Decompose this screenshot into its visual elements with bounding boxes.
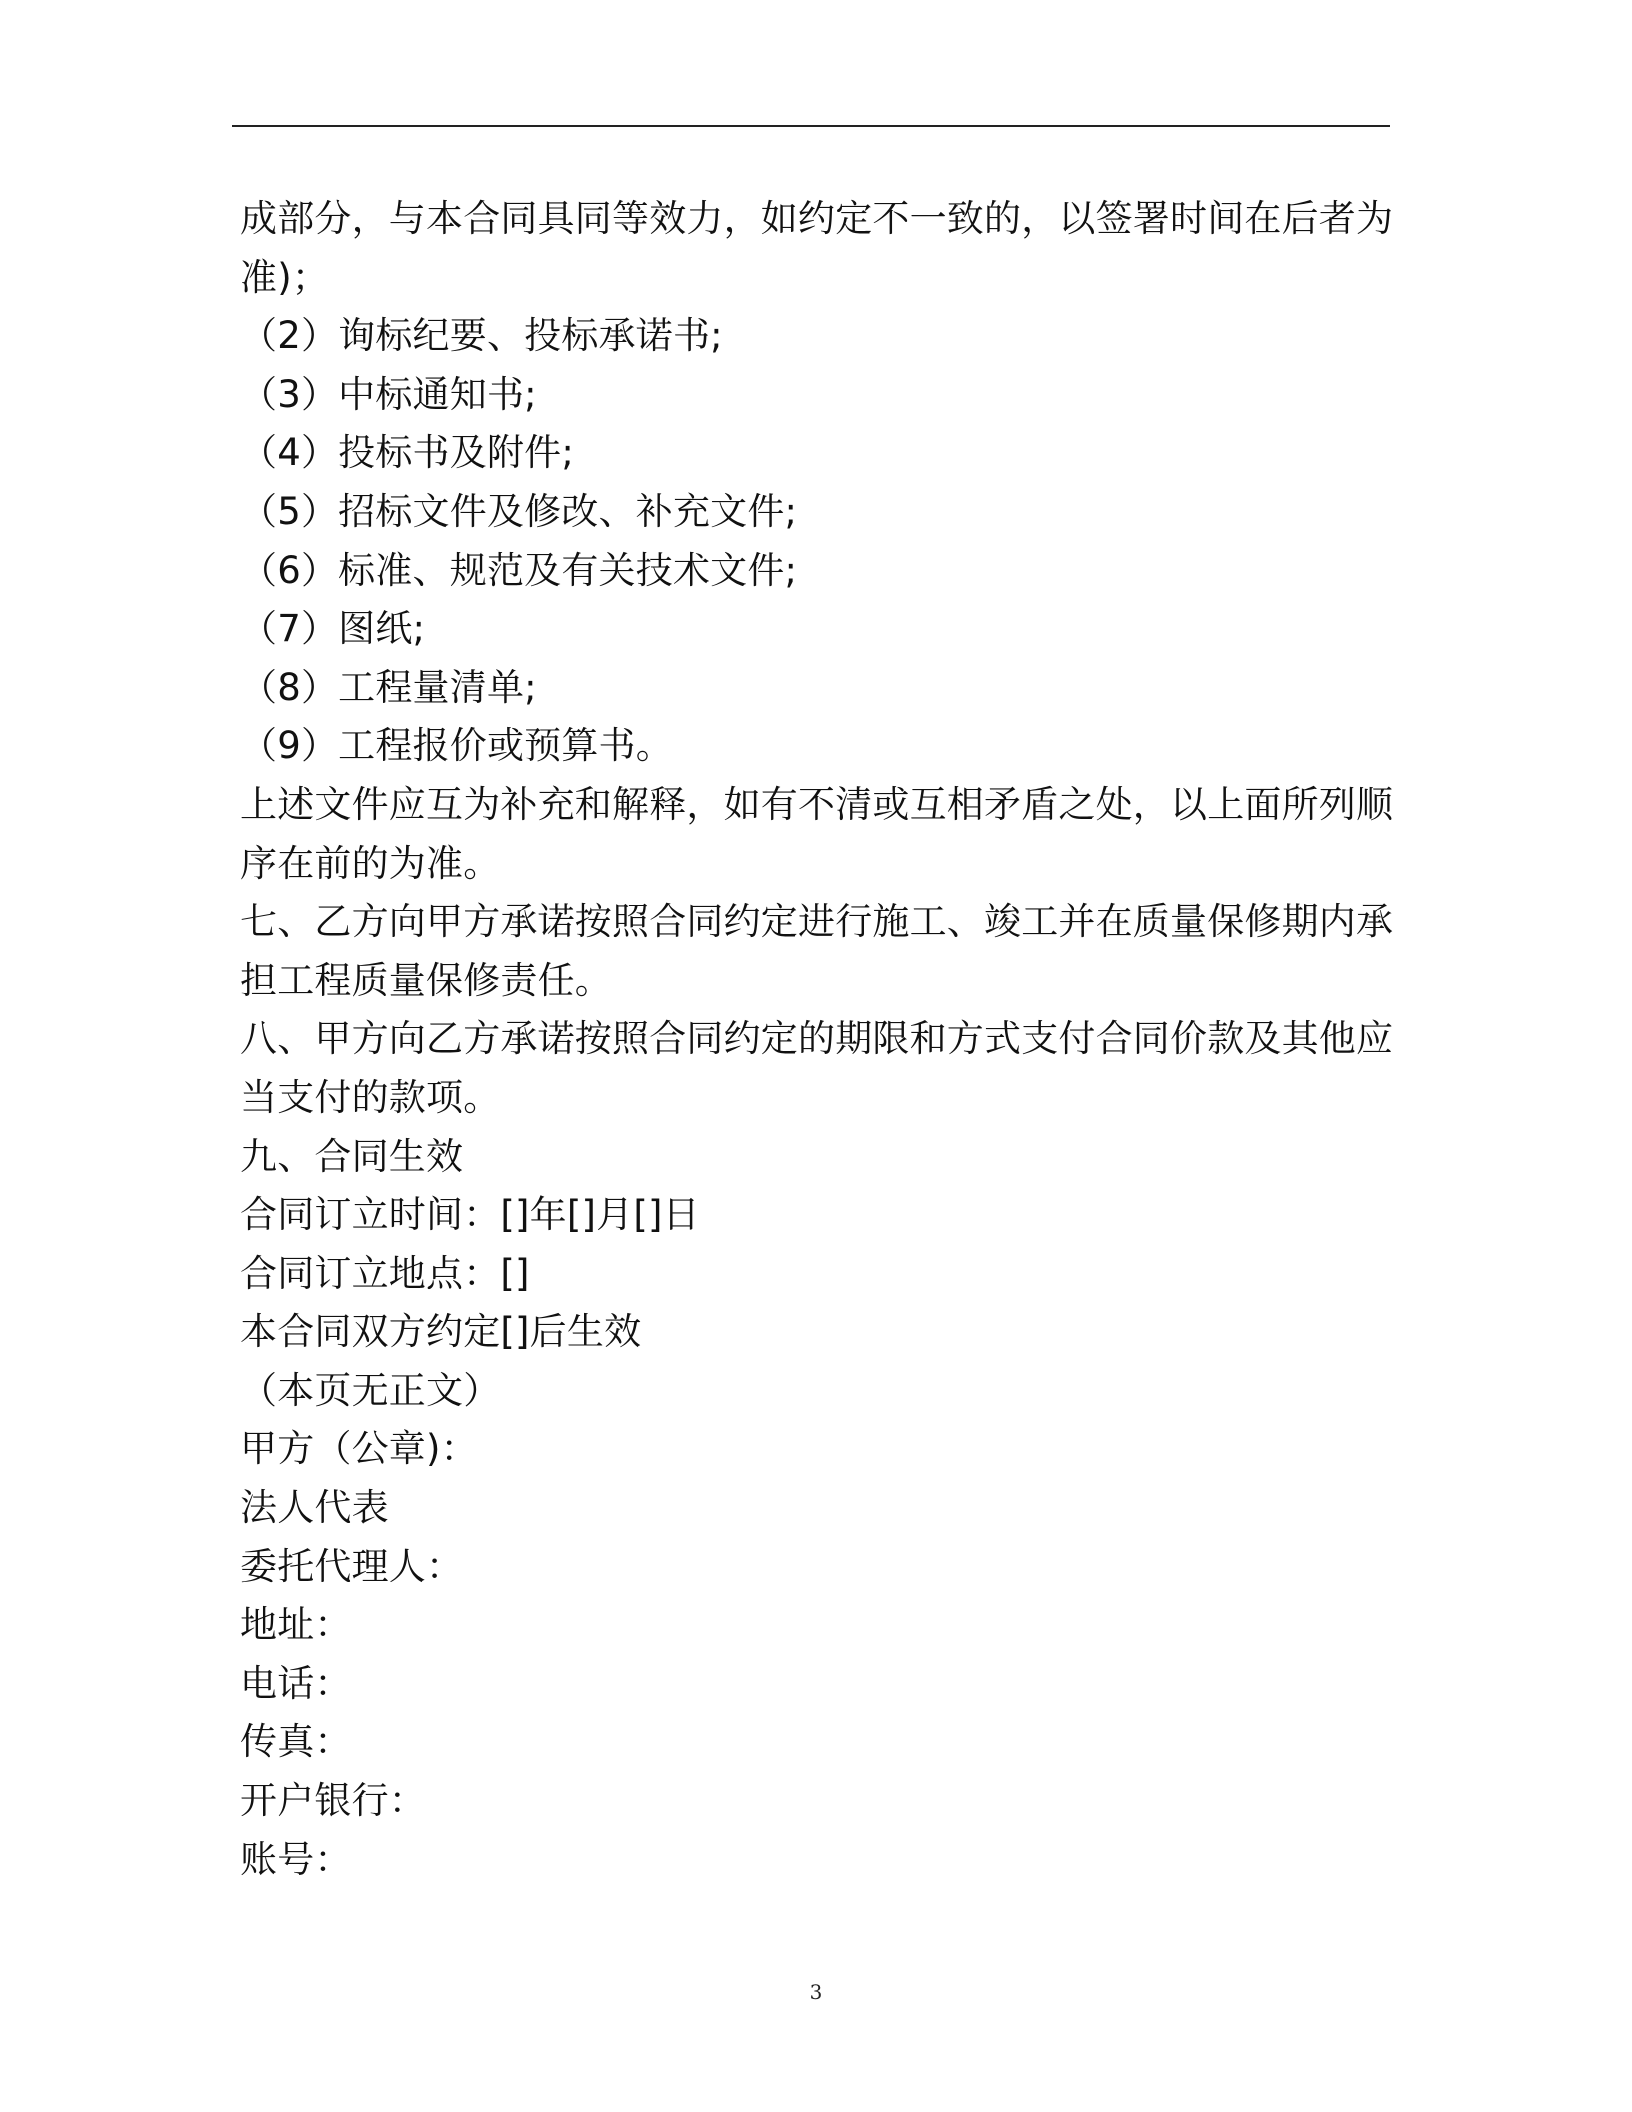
header-rule	[232, 125, 1390, 127]
text-line: 准)；	[240, 255, 330, 299]
no-body-text-note: （本页无正文）	[240, 1368, 501, 1412]
clause-nine-heading: 九、合同生效	[240, 1134, 464, 1178]
text-line: 成部分，与本合同具同等效力，如约定不一致的，以签署时间在后者为	[240, 197, 1394, 240]
signing-place-field: 合同订立地点：[]	[240, 1251, 530, 1295]
page-number: 3	[809, 1980, 823, 2004]
list-item: （2）询标纪要、投标承诺书;	[240, 314, 723, 358]
text-line: 当支付的款项。	[240, 1075, 501, 1119]
clause-eight: 八、甲方向乙方承诺按照合同约定的期限和方式支付合同价款及其他应	[240, 1017, 1394, 1061]
list-item: （6）标准、规范及有关技术文件;	[240, 548, 798, 592]
phone-field: 电话：	[240, 1661, 352, 1705]
list-item: （7）图纸;	[240, 607, 426, 651]
list-item: （3）中标通知书;	[240, 372, 537, 416]
effective-condition-field: 本合同双方约定[]后生效	[240, 1310, 642, 1354]
authorized-agent-field: 委托代理人：	[240, 1544, 464, 1588]
text-line: 担工程质量保修责任。	[240, 958, 612, 1002]
document-body	[240, 190, 1400, 1889]
party-a-seal-field: 甲方（公章)：	[240, 1427, 478, 1471]
signing-date-field: 合同订立时间：[]年[]月[]日	[240, 1193, 700, 1237]
text-line: 上述文件应互为补充和解释，如有不清或互相矛盾之处，以上面所列顺	[240, 782, 1394, 826]
list-item: （8）工程量清单;	[240, 665, 537, 709]
list-item: （9）工程报价或预算书。	[240, 724, 673, 768]
text-line: 序在前的为准。	[240, 841, 501, 885]
legal-representative-field: 法人代表	[240, 1486, 389, 1530]
clause-seven: 七、乙方向甲方承诺按照合同约定进行施工、竣工并在质量保修期内承	[240, 900, 1394, 944]
address-field: 地址：	[240, 1603, 352, 1647]
fax-field: 传真：	[240, 1720, 352, 1764]
list-item: （5）招标文件及修改、补充文件;	[240, 489, 798, 533]
account-number-field: 账号：	[240, 1837, 352, 1881]
list-item: （4）投标书及附件;	[240, 431, 575, 475]
bank-field: 开户银行：	[240, 1779, 426, 1823]
